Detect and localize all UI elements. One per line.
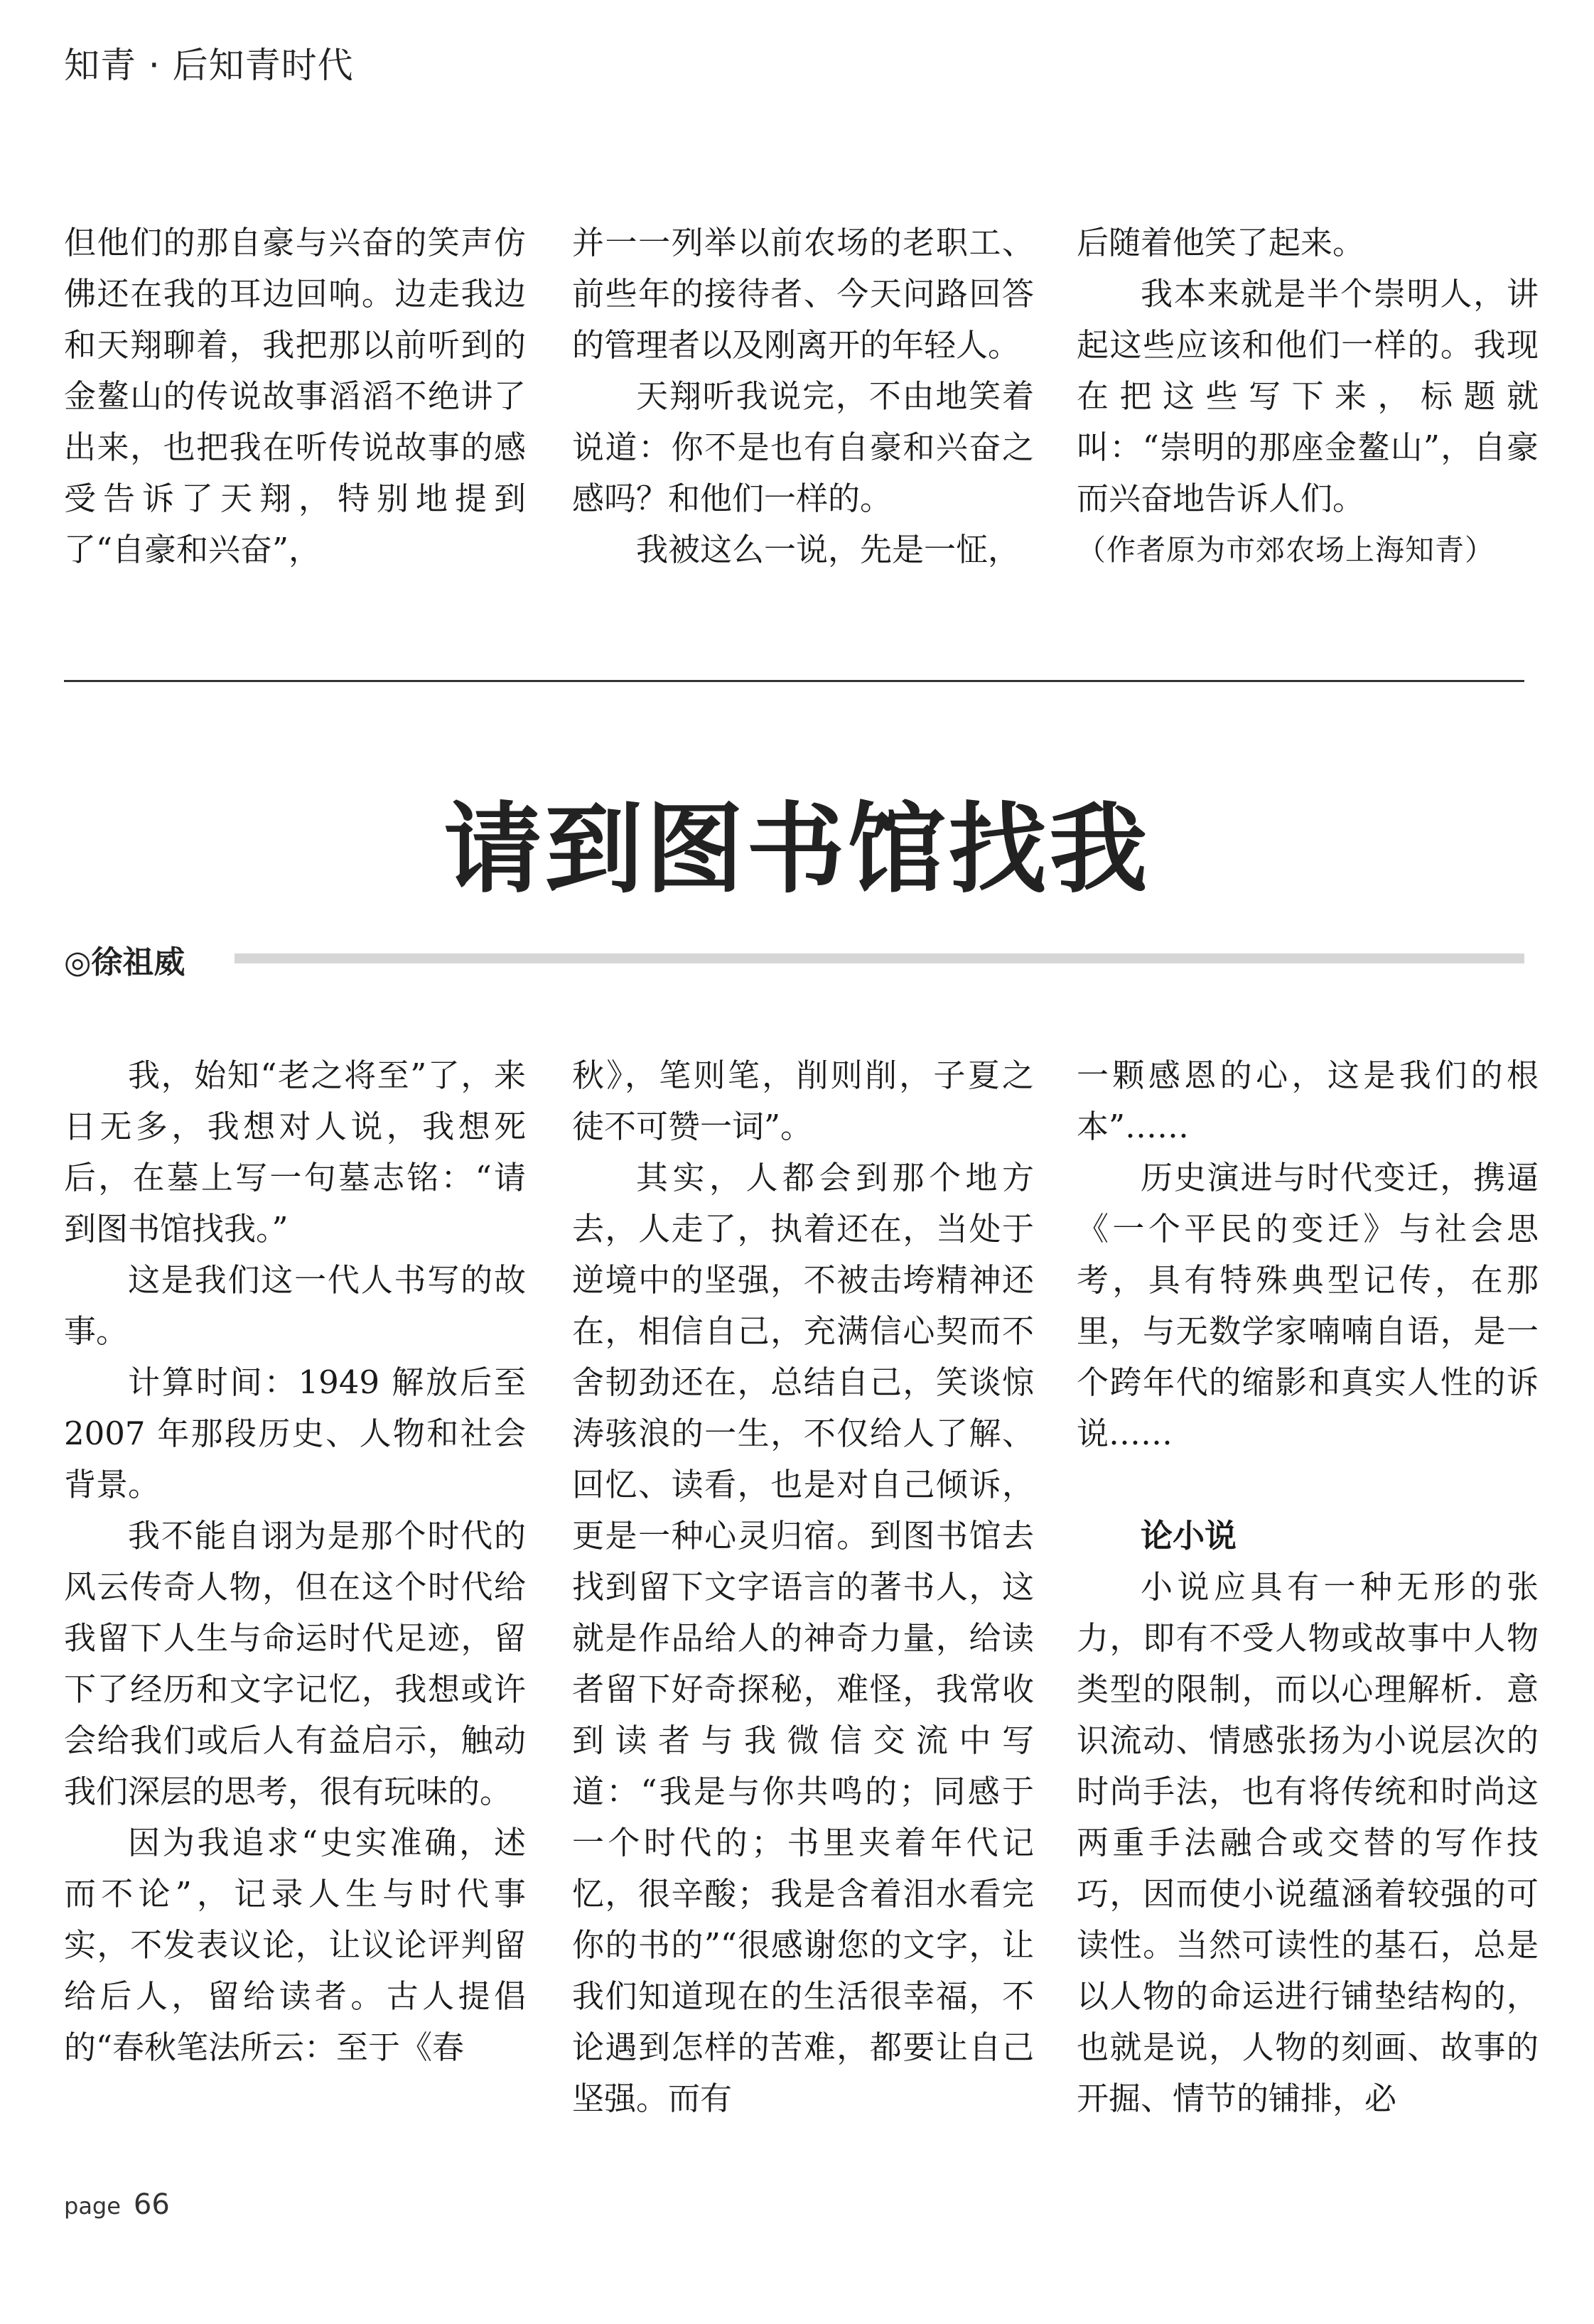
article-column-3: [1077, 1050, 1539, 2124]
prev-column-1: [64, 217, 526, 575]
byline: ◎徐祖威: [64, 944, 185, 980]
author-note: （作者原为市郊农场上海知青）: [1077, 533, 1495, 567]
article-title: 请到图书馆找我: [443, 792, 1151, 907]
byline-bar: [235, 953, 1524, 963]
paragraph: 但他们的那自豪与兴奋的笑声仿佛还在我的耳边回响。边走我边和天翔聊着，我把那以前听到的金鳌山的传说故事滔滔不绝讲了出来，也把我在听传说故事的感受告诉了天翔，特别地提到了“自豪和兴奋”，: [64, 224, 526, 568]
subheading: 论小说: [1141, 1517, 1237, 1555]
article-column-2: [572, 1050, 1034, 2124]
paragraph: 一颗感恩的心，这是我们的根本”……: [1077, 1056, 1539, 1145]
prev-column-2: [572, 217, 1034, 575]
paragraph: 秋》，笔则笔，削则削，子夏之徒不可赞一词”。: [572, 1056, 1034, 1145]
paragraph: 我，始知“老之将至”了，来日无多，我想对人说，我想死后，在墓上写一句墓志铭：“请到图书馆找我。”: [64, 1056, 526, 1248]
section-header: 知青 · 后知青时代: [64, 45, 354, 86]
paragraph: 我本来就是半个崇明人，讲起这些应该和他们一样的。我现在把这些写下来，标题就叫：“崇明的那座金鳌山”，自豪而兴奋地告诉人们。: [1077, 275, 1539, 517]
paragraph: 这是我们这一代人书写的故事。: [64, 1261, 526, 1350]
article-column-1: [64, 1050, 526, 2073]
paragraph: 我被这么一说，先是一怔，: [636, 531, 1021, 568]
paragraph: 我不能自诩为是那个时代的风云传奇人物，但在这个时代给我留下人生与命运时代足迹，留下了经历和文字记忆，我想或许会给我们或后人有益启示，触动我们深层的思考，很有玩味的。: [64, 1517, 526, 1810]
paragraph: 因为我追求“史实准确，述而不论”，记录人生与时代事实，不发表议论，让议论评判留给后人，留给读者。古人提倡的“春秋笔法所云：至于《春: [64, 1824, 526, 2066]
page-number: 66: [133, 2188, 170, 2221]
paragraph: 小说应具有一种无形的张力，即有不受人物或故事中人物类型的限制，而以心理解析．意识流动、情感张扬为小说层次的时尚手法，也有将传统和时尚这两重手法融合或交替的写作技巧，因而使小说蕴涵着较强的可读性。当然可读性的基石，总是以人物的命运进行铺垫结构的，也就是说，人物的刻画、故事的开掘、情节的铺排，必: [1077, 1568, 1539, 2117]
prev-column-3: [1077, 217, 1539, 575]
paragraph: 天翔听我说完，不由地笑着说道：你不是也有自豪和兴奋之感吗？和他们一样的。: [572, 377, 1034, 517]
paragraph: 计算时间：1949 解放后至 2007 年那段历史、人物和社会背景。: [64, 1363, 526, 1503]
paragraph: 其实，人都会到那个地方去，人走了，执着还在，当处于逆境中的坚强，不被击垮精神还在，相信自己，充满信心契而不舍韧劲还在，总结自己，笑谈惊涛骇浪的一生，不仅给人了解、回忆、读看，也是对自己倾诉，更是一种心灵归宿。到图书馆去找到留下文字语言的著书人，这就是作品给人的神奇力量，给读者留下好奇探秘，难怪，我常收到读者与我微信交流中写道：“我是与你共鸣的；同感于一个时代的；书里夹着年代记忆，很辛酸；我是含着泪水看完你的书的”“很感谢您的文字，让我们知道现在的生活很幸福，不论遇到怎样的苦难，都要让自己坚强。而有: [572, 1159, 1034, 2117]
page-footer: [64, 2188, 170, 2221]
page-label: page: [64, 2193, 121, 2220]
paragraph: 并一一列举以前农场的老职工、前些年的接待者、今天问路回答的管理者以及刚离开的年轻人。: [572, 224, 1034, 364]
paragraph: 历史演进与时代变迁，携逼《一个平民的变迁》与社会思考，具有特殊典型记传，在那里，与无数学家喃喃自语，是一个跨年代的缩影和真实人性的诉说……: [1077, 1159, 1539, 1452]
section-divider: [64, 680, 1524, 682]
paragraph: 后随着他笑了起来。: [1077, 224, 1365, 261]
